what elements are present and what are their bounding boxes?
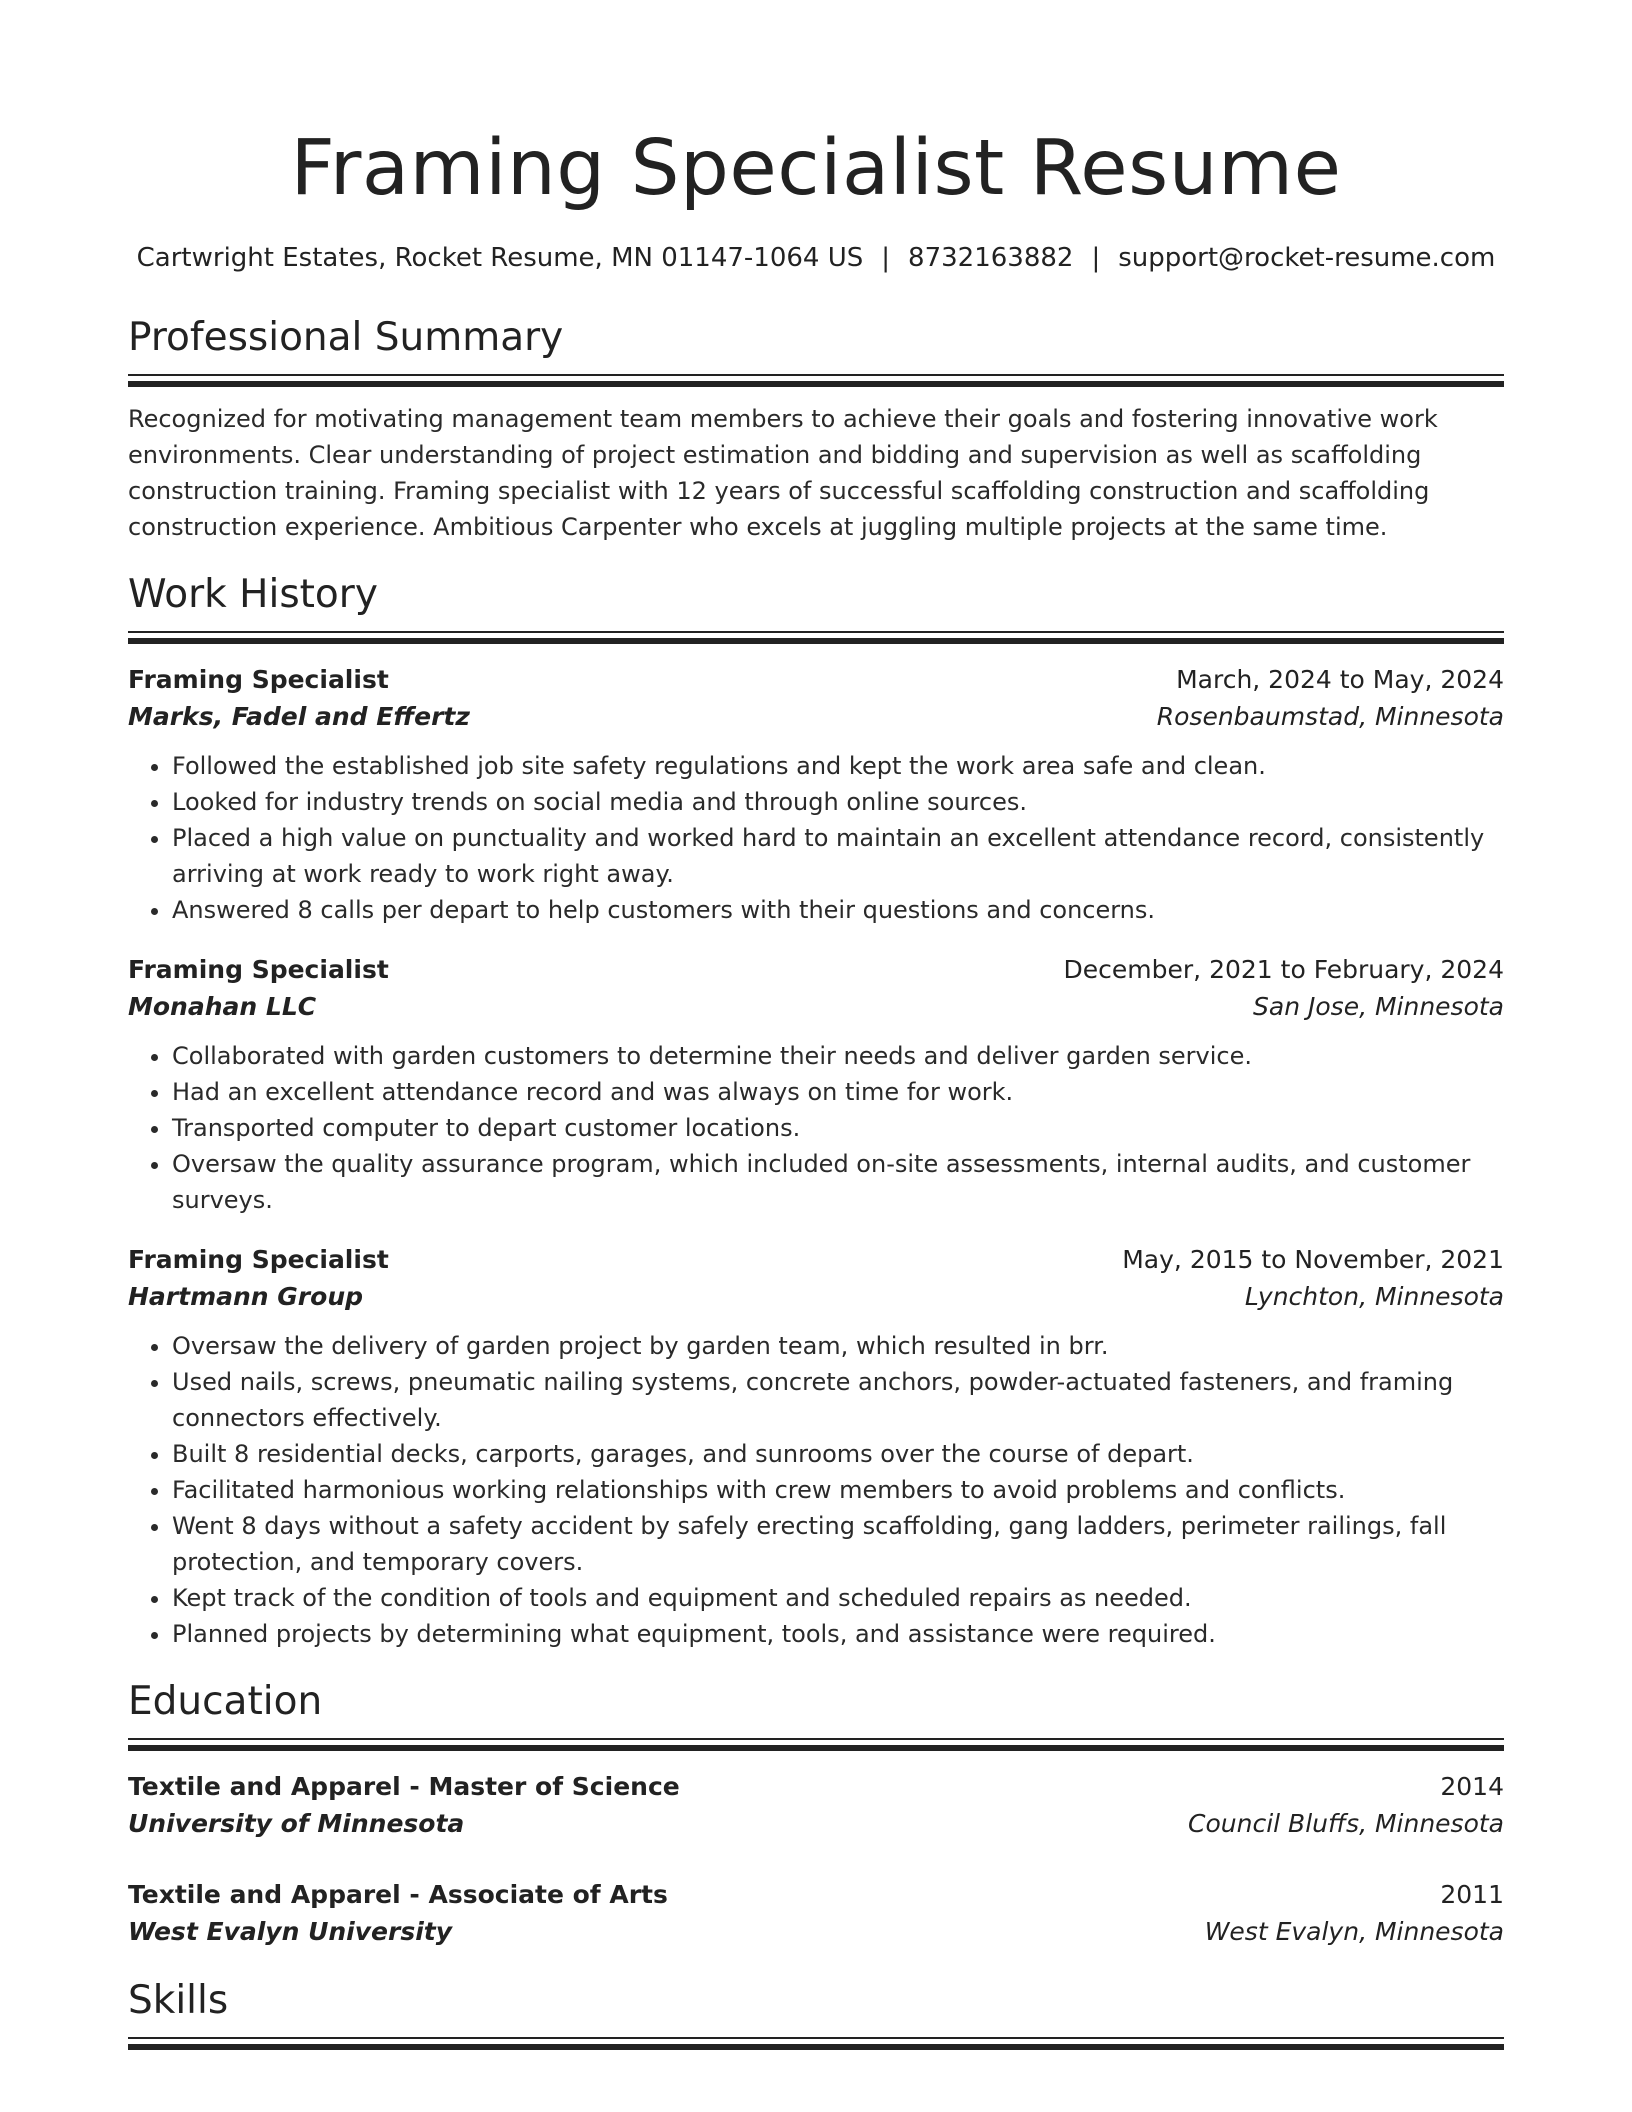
job-location: San Jose, Minnesota xyxy=(1253,992,1504,1021)
job-bullet: • Went 8 days without a safety accident by safely erecting scaffolding, gang ladders, perimeter railings, fall protection, and temporary covers. xyxy=(172,1508,1504,1580)
section-divider xyxy=(128,631,1504,644)
education-entry xyxy=(128,1769,1504,1843)
job-bullet: • Followed the established job site safety regulations and kept the work area safe and clean. xyxy=(172,748,1504,784)
education-school: University of Minnesota xyxy=(128,1809,465,1838)
contact-separator: | xyxy=(881,243,891,273)
education-entry xyxy=(128,1877,1504,1951)
section-heading-skills: Skills xyxy=(128,1978,229,2023)
contact-email: support@rocket-resume.com xyxy=(1118,243,1496,273)
education-school: West Evalyn University xyxy=(128,1917,453,1946)
education-year: 2014 xyxy=(1440,1772,1504,1801)
job-entry xyxy=(128,662,1504,928)
section-heading-summary: Professional Summary xyxy=(128,315,564,360)
section-divider xyxy=(128,374,1504,387)
contact-separator: | xyxy=(1091,243,1101,273)
job-entry xyxy=(128,952,1504,1218)
summary-section xyxy=(128,314,1504,545)
section-heading-work-history: Work History xyxy=(128,572,378,617)
section-heading-education: Education xyxy=(128,1679,323,1724)
job-bullet: • Oversaw the delivery of garden project by garden team, which resulted in brr. xyxy=(172,1328,1504,1364)
job-company: Hartmann Group xyxy=(128,1282,364,1311)
job-title: Framing Specialist xyxy=(128,665,389,694)
resume-page xyxy=(128,0,1504,2050)
summary-text: Recognized for motivating management team members to achieve their goals and fostering innovative work environments. Clear understanding of project estimation and bidding and supervision as well as scaffolding construction training. Framing specialist with 12 years of successful scaffolding construction and scaffolding construction experience. Ambitious Carpenter who excels at juggling multiple projects at the same time. xyxy=(128,405,1438,541)
job-dates: December, 2021 to February, 2024 xyxy=(1063,955,1504,984)
job-title: Framing Specialist xyxy=(128,1245,389,1274)
job-bullet: • Facilitated harmonious working relationships with crew members to avoid problems and conflicts. xyxy=(172,1472,1504,1508)
work-history-section xyxy=(128,571,1504,1652)
job-company: Monahan LLC xyxy=(128,992,317,1021)
job-bullets xyxy=(128,748,1504,928)
job-bullets xyxy=(128,1328,1504,1652)
job-bullet: • Answered 8 calls per depart to help customers with their questions and concerns. xyxy=(172,892,1504,928)
job-bullet: • Planned projects by determining what equipment, tools, and assistance were required. xyxy=(172,1616,1504,1652)
section-divider xyxy=(128,1738,1504,1751)
section-divider xyxy=(128,2037,1504,2050)
education-year: 2011 xyxy=(1440,1880,1504,1909)
education-degree: Textile and Apparel - Associate of Arts xyxy=(128,1880,668,1909)
education-degree: Textile and Apparel - Master of Science xyxy=(128,1772,680,1801)
contact-phone: 8732163882 xyxy=(908,243,1074,273)
job-bullet: • Collaborated with garden customers to determine their needs and deliver garden service. xyxy=(172,1038,1504,1074)
job-bullet: • Transported computer to depart customer locations. xyxy=(172,1110,1504,1146)
skills-section xyxy=(128,1977,1504,2050)
job-bullets xyxy=(128,1038,1504,1218)
job-dates: March, 2024 to May, 2024 xyxy=(1176,665,1504,694)
contact-line xyxy=(128,242,1504,274)
job-dates: May, 2015 to November, 2021 xyxy=(1122,1245,1504,1274)
job-company: Marks, Fadel and Effertz xyxy=(128,702,470,731)
education-location: Council Bluffs, Minnesota xyxy=(1188,1809,1504,1838)
job-bullet: • Looked for industry trends on social media and through online sources. xyxy=(172,784,1504,820)
contact-address: Cartwright Estates, Rocket Resume, MN 01147-1064 US xyxy=(136,243,864,273)
job-bullet: • Placed a high value on punctuality and worked hard to maintain an excellent attendance record, consistently arriving at work ready to work right away. xyxy=(172,820,1504,892)
education-section xyxy=(128,1678,1504,1951)
job-bullet: • Used nails, screws, pneumatic nailing systems, concrete anchors, powder-actuated fasteners, and framing connectors effectively. xyxy=(172,1364,1504,1436)
job-location: Lynchton, Minnesota xyxy=(1244,1282,1504,1311)
job-bullet: • Kept track of the condition of tools and equipment and scheduled repairs as needed. xyxy=(172,1580,1504,1616)
education-location: West Evalyn, Minnesota xyxy=(1204,1917,1504,1946)
job-bullet: • Built 8 residential decks, carports, garages, and sunrooms over the course of depart. xyxy=(172,1436,1504,1472)
resume-title: Framing Specialist Resume xyxy=(290,124,1342,213)
job-bullet: • Had an excellent attendance record and was always on time for work. xyxy=(172,1074,1504,1110)
job-bullet: • Oversaw the quality assurance program, which included on-site assessments, internal audits, and customer surveys. xyxy=(172,1146,1504,1218)
job-entry xyxy=(128,1242,1504,1652)
job-location: Rosenbaumstad, Minnesota xyxy=(1156,702,1504,731)
job-title: Framing Specialist xyxy=(128,955,389,984)
